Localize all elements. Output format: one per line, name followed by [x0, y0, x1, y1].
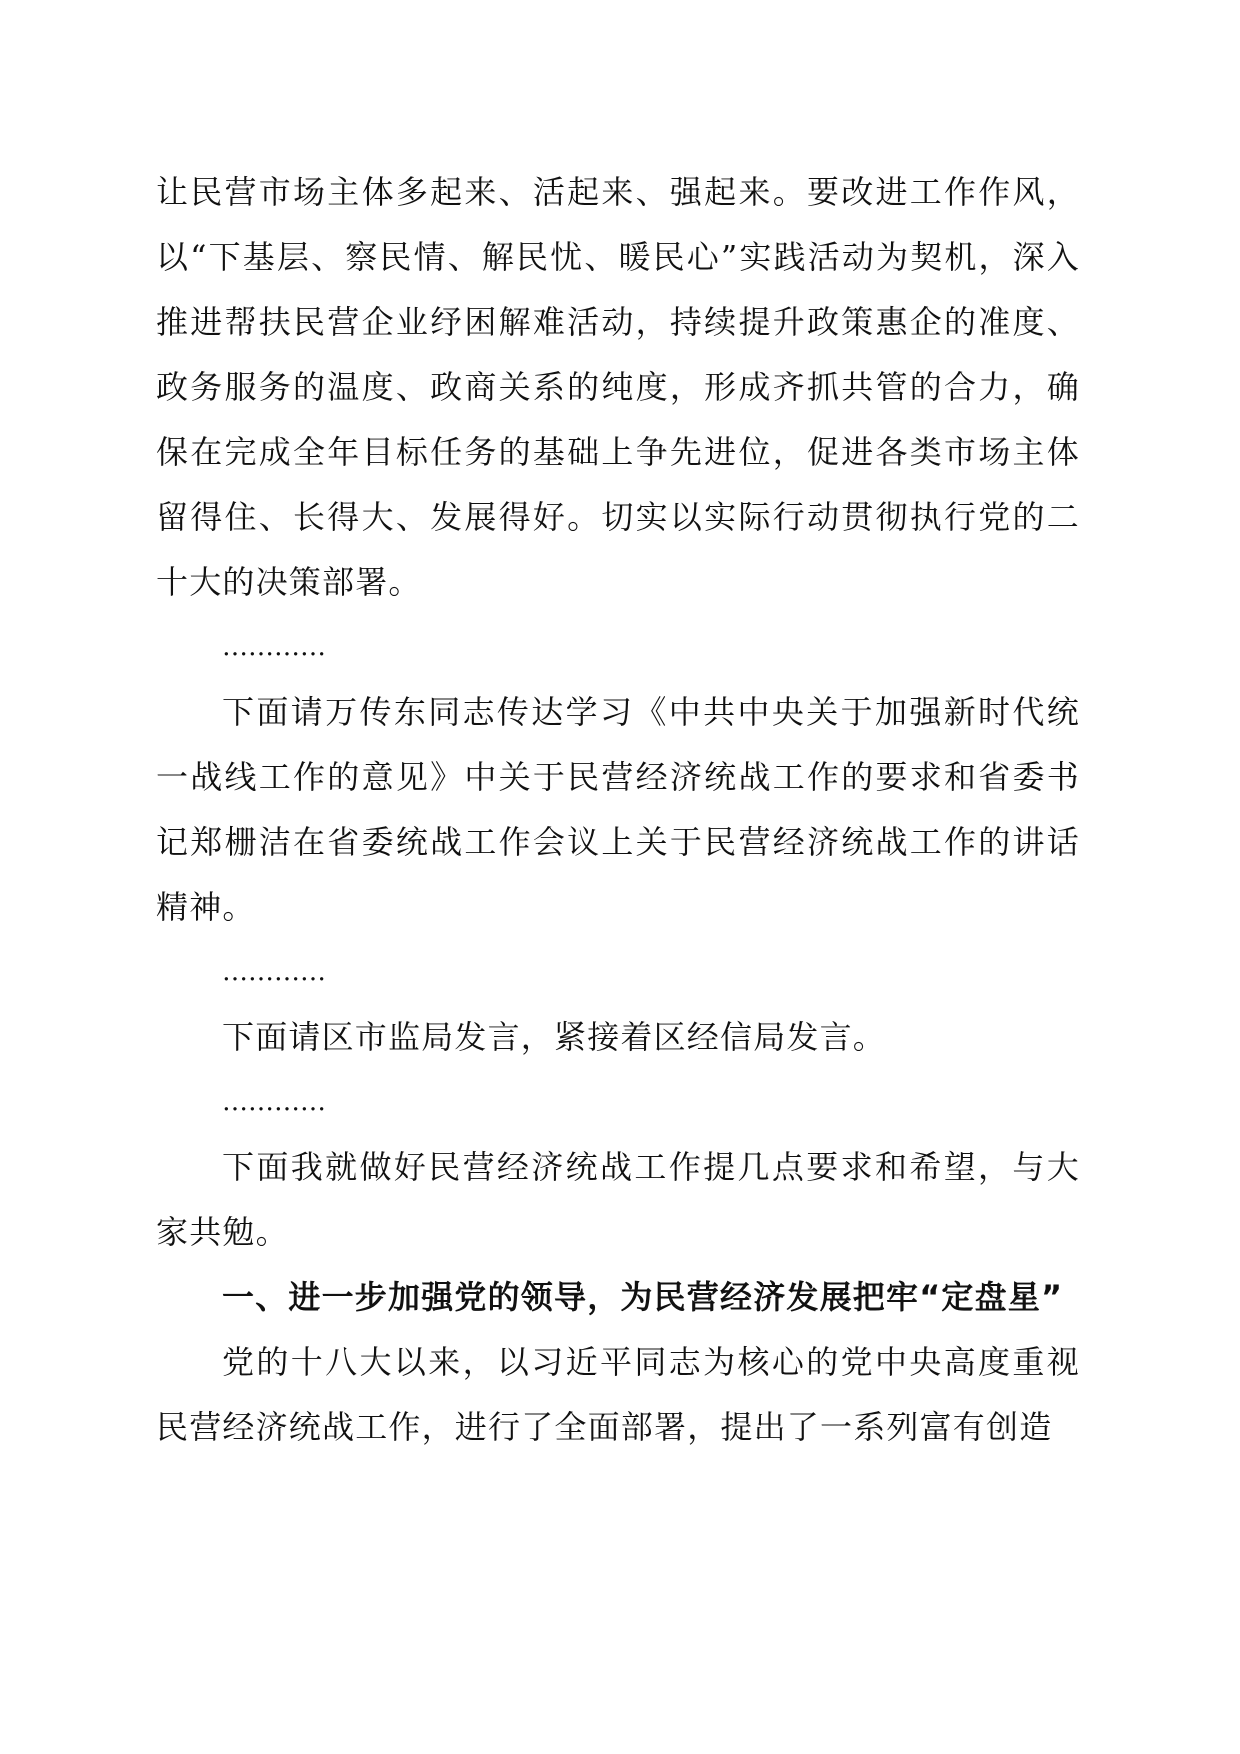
ellipsis-separator: ………… [222, 632, 326, 662]
paragraph-transmission: 下面请万传东同志传达学习《中共中央关于加强新时代统一战线工作的意见》中关于民营经济统战工作的要求和省委书记郑栅洁在省委统战工作会议上关于民营经济统战工作的讲话精神。 [156, 693, 1080, 926]
ellipsis-separator: ………… [222, 957, 326, 987]
section-heading-1: 一、进一步加强党的领导，为民营经济发展把牢“定盘星” [222, 1278, 1064, 1316]
document-body [156, 160, 1080, 1460]
paragraph-requirements-intro: 下面我就做好民营经济统战工作提几点要求和希望，与大家共勉。 [156, 1148, 1080, 1251]
paragraph-speakers: 下面请区市监局发言，紧接着区经信局发言。 [222, 1018, 887, 1056]
paragraph-continuation: 让民营市场主体多起来、活起来、强起来。要改进工作作风，以“下基层、察民情、解民忧、暖民心”实践活动为契机，深入推进帮扶民营企业纾困解难活动，持续提升政策惠企的准度、政务服务的温度、政商关系的纯度，形成齐抓共管的合力，确保在完成全年目标任务的基础上争先进位，促进各类市场主体留得住、长得大、发展得好。切实以实际行动贯彻执行党的二十大的决策部署。 [156, 173, 1080, 601]
ellipsis-separator: ………… [222, 1087, 326, 1117]
paragraph-section-1: 党的十八大以来，以习近平同志为核心的党中央高度重视民营经济统战工作，进行了全面部署，提出了一系列富有创造 [156, 1343, 1080, 1446]
